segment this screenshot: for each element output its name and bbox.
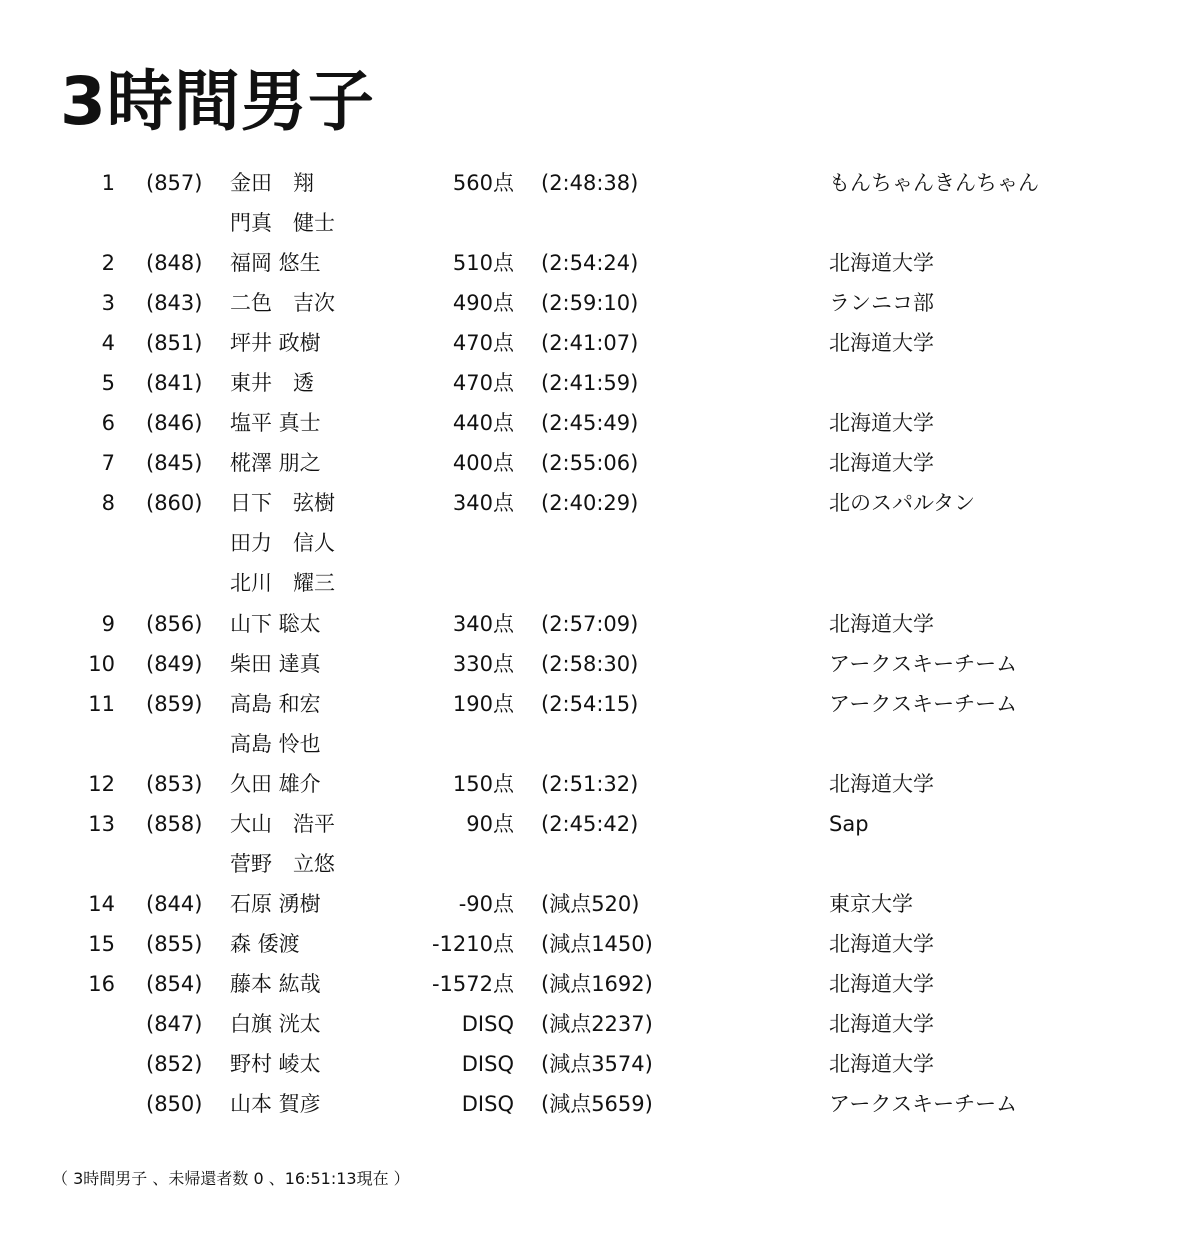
result-row (0, 684, 1200, 724)
time-cell: (2:40:29) (541, 491, 639, 516)
result-row (0, 323, 1200, 363)
time-cell: (2:58:30) (541, 651, 639, 676)
points-cell: -1210点 (431, 931, 514, 956)
result-row (0, 724, 1200, 764)
athlete-name: 久田 雄介 (230, 771, 321, 796)
time-cell: (2:51:32) (541, 771, 639, 796)
points-cell: 470点 (452, 371, 514, 396)
time-cell: (2:57:09) (541, 611, 639, 636)
team-name: アークスキーチーム (829, 1092, 1018, 1117)
athlete-name: 坪井 政樹 (230, 331, 321, 356)
result-row (0, 1044, 1200, 1084)
team-name: 北海道大学 (829, 931, 934, 956)
athlete-name: 菅野 立悠 (230, 851, 335, 876)
time-cell: (2:45:42) (541, 811, 639, 836)
result-row (0, 443, 1200, 483)
result-row (0, 203, 1200, 243)
time-cell: (2:59:10) (541, 291, 639, 316)
time-cell: (減点2237) (541, 1011, 653, 1036)
athlete-name: 高島 怜也 (230, 731, 321, 756)
points-cell: 190点 (452, 691, 514, 716)
team-name: 北海道大学 (829, 771, 934, 796)
rank-cell: 16 (88, 971, 115, 996)
result-row (0, 644, 1200, 684)
team-name: 北海道大学 (829, 1052, 934, 1077)
result-row (0, 1084, 1200, 1124)
team-name: もんちゃんきんちゃん (829, 171, 1039, 195)
page-title: 3時間男子 (60, 63, 375, 140)
athlete-name: 田力 信人 (230, 531, 335, 556)
time-cell: (2:45:49) (541, 411, 639, 436)
team-name: 北海道大学 (829, 1011, 934, 1036)
points-cell: 340点 (452, 491, 514, 516)
bib-number: (860) (146, 491, 203, 516)
points-cell: -1572点 (431, 971, 514, 996)
points-cell: 150点 (452, 771, 514, 796)
points-cell: 440点 (452, 411, 514, 436)
points-cell: 490点 (452, 291, 514, 316)
rank-cell: 15 (88, 931, 115, 956)
athlete-name: 大山 浩平 (230, 811, 335, 836)
athlete-name: 白旗 洸太 (230, 1011, 321, 1036)
result-row (0, 804, 1200, 844)
athlete-name: 森 倭渡 (230, 931, 300, 956)
points-cell: 470点 (452, 331, 514, 356)
points-cell: 510点 (452, 251, 514, 276)
result-row (0, 563, 1200, 603)
bib-number: (854) (146, 971, 203, 996)
bib-number: (858) (146, 811, 203, 836)
rank-cell: 7 (101, 451, 115, 476)
rank-cell: 8 (101, 491, 115, 516)
time-cell: (減点1692) (541, 971, 653, 996)
athlete-name: 高島 和宏 (230, 691, 321, 716)
bib-number: (849) (146, 651, 203, 676)
athlete-name: 野村 崚太 (230, 1052, 321, 1077)
result-row (0, 844, 1200, 884)
team-name: 北海道大学 (829, 451, 934, 476)
bib-number: (855) (146, 931, 203, 956)
team-name: 北海道大学 (829, 411, 934, 436)
team-name: ランニコ部 (829, 291, 934, 316)
time-cell: (減点520) (541, 891, 640, 916)
team-name: 東京大学 (829, 891, 913, 916)
athlete-name: 石原 湧樹 (230, 891, 321, 916)
rank-cell: 11 (88, 691, 115, 716)
result-row (0, 1004, 1200, 1044)
result-row (0, 924, 1200, 964)
points-cell: 560点 (452, 171, 514, 195)
athlete-name: 北川 耀三 (230, 571, 335, 596)
athlete-name: 東井 透 (230, 371, 314, 396)
rank-cell: 12 (88, 771, 115, 796)
team-name: 北海道大学 (829, 611, 934, 636)
athlete-name: 藤本 紘哉 (230, 971, 321, 996)
rank-cell: 6 (101, 411, 115, 436)
team-name: 北海道大学 (829, 251, 934, 276)
time-cell: (2:55:06) (541, 451, 639, 476)
time-cell: (2:54:24) (541, 251, 639, 276)
rank-cell: 2 (101, 251, 115, 276)
result-row (0, 884, 1200, 924)
result-row (0, 764, 1200, 804)
points-cell: DISQ (461, 1052, 514, 1077)
bib-number: (857) (146, 171, 203, 195)
bib-number: (845) (146, 451, 203, 476)
bib-number: (844) (146, 891, 203, 916)
result-row (0, 243, 1200, 283)
rank-cell: 4 (101, 331, 115, 356)
bib-number: (850) (146, 1092, 203, 1117)
athlete-name: 門真 健士 (230, 211, 335, 236)
athlete-name: 二色 吉次 (230, 291, 335, 316)
athlete-name: 山本 賀彦 (230, 1092, 321, 1117)
team-name: Sap (829, 811, 869, 836)
bib-number: (853) (146, 771, 203, 796)
bib-number: (847) (146, 1011, 203, 1036)
result-row (0, 363, 1200, 403)
time-cell: (2:41:59) (541, 371, 639, 396)
bib-number: (851) (146, 331, 203, 356)
points-cell: -90点 (458, 891, 514, 916)
athlete-name: 柴田 達真 (230, 651, 321, 676)
points-cell: DISQ (461, 1092, 514, 1117)
results-list (0, 163, 1200, 1124)
result-row (0, 163, 1200, 203)
rank-cell: 10 (88, 651, 115, 676)
result-row (0, 604, 1200, 644)
result-row (0, 403, 1200, 443)
result-row (0, 283, 1200, 323)
time-cell: (2:48:38) (541, 171, 639, 195)
bib-number: (848) (146, 251, 203, 276)
athlete-name: 山下 聡太 (230, 611, 321, 636)
team-name: 北海道大学 (829, 971, 934, 996)
points-cell: 90点 (466, 811, 514, 836)
result-row (0, 483, 1200, 523)
team-name: アークスキーチーム (829, 691, 1018, 716)
bib-number: (856) (146, 611, 203, 636)
points-cell: DISQ (461, 1011, 514, 1036)
bib-number: (846) (146, 411, 203, 436)
result-row (0, 964, 1200, 1004)
rank-cell: 1 (101, 171, 115, 195)
rank-cell: 13 (88, 811, 115, 836)
team-name: 北海道大学 (829, 331, 934, 356)
rank-cell: 3 (101, 291, 115, 316)
bib-number: (859) (146, 691, 203, 716)
athlete-name: 椛澤 朋之 (230, 451, 321, 476)
points-cell: 340点 (452, 611, 514, 636)
time-cell: (減点3574) (541, 1052, 653, 1077)
rank-cell: 5 (101, 371, 115, 396)
bib-number: (841) (146, 371, 203, 396)
time-cell: (減点5659) (541, 1092, 653, 1117)
result-row (0, 523, 1200, 563)
rank-cell: 14 (88, 891, 115, 916)
athlete-name: 福岡 悠生 (230, 251, 321, 276)
athlete-name: 金田 翔 (230, 171, 314, 195)
bib-number: (852) (146, 1052, 203, 1077)
time-cell: (2:54:15) (541, 691, 639, 716)
athlete-name: 日下 弦樹 (230, 491, 335, 516)
time-cell: (2:41:07) (541, 331, 639, 356)
points-cell: 330点 (452, 651, 514, 676)
time-cell: (減点1450) (541, 931, 653, 956)
team-name: アークスキーチーム (829, 651, 1018, 676)
bib-number: (843) (146, 291, 203, 316)
team-name: 北のスパルタン (829, 491, 976, 516)
points-cell: 400点 (452, 451, 514, 476)
status-footnote: （ 3時間男子 、未帰還者数 0 、16:51:13現在 ） (52, 1169, 410, 1188)
athlete-name: 塩平 真士 (230, 411, 321, 436)
rank-cell: 9 (101, 611, 115, 636)
